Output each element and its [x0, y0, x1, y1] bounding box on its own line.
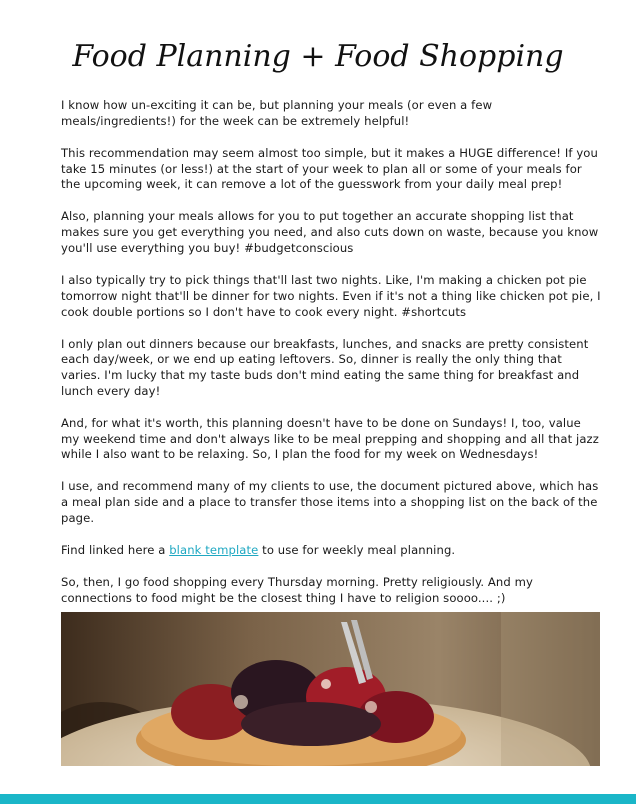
dessert-photo: [61, 612, 600, 766]
article-body: [61, 98, 603, 655]
page-title-text: Food Planning + Food Shopping: [72, 39, 564, 74]
paragraph: So, then, I go food shopping every Thursday morning. Pretty religiously. And my connections to food might be the closest thing I have to religion soooo.... ;): [61, 575, 533, 605]
link-prefix-text: Find linked here a: [61, 543, 170, 558]
footer-bar: [0, 794, 636, 804]
paragraph: I only plan out dinners because our breakfasts, lunches, and snacks are pretty consistent each day/week, or we end up eating leftovers. So, dinner is really the only thing that varies. I'm lucky that my taste buds don't mind eating the same thing for breakfast and lunch every day!: [61, 336, 589, 398]
paragraph-template-link: [61, 543, 603, 559]
blank-template-link[interactable]: blank template: [169, 543, 259, 558]
link-suffix-text: to use for weekly meal planning.: [258, 543, 456, 558]
paragraph: This recommendation may seem almost too simple, but it makes a HUGE difference! If you take 15 minutes (or less!) at the start of your week to plan all or some of your meals for the upcoming week, it can remove a lot of the guesswork from your daily meal prep!: [61, 145, 598, 192]
paragraph: I also typically try to pick things that'll last two nights. Like, I'm making a chicken pot pie tomorrow night that'll be dinner for two nights. Even if it's not a thing like chicken pot pie, I cook double portions so I don't have to cook every night. #shortcuts: [61, 272, 601, 319]
paragraph: Also, planning your meals allows for you to put together an accurate shopping list that makes sure you get everything you need, and also cuts down on waste, because you know you'll use everything you buy! #budgetconscious: [61, 209, 599, 255]
page-title: [0, 22, 636, 92]
paragraph: And, for what it's worth, this planning doesn't have to be done on Sundays! I, too, value my weekend time and don't always like to be meal prepping and shopping and all that jazz while I also want to be relaxing. So, I plan the food for my week on Wednesdays!: [61, 415, 599, 462]
paragraph: I use, and recommend many of my clients to use, the document pictured above, which has a meal plan side and a place to transfer those items into a shopping list on the back of the page.: [61, 479, 599, 526]
paragraph: I know how un-exciting it can be, but planning your meals (or even a few meals/ingredients!) for the week can be extremely helpful!: [61, 98, 493, 128]
